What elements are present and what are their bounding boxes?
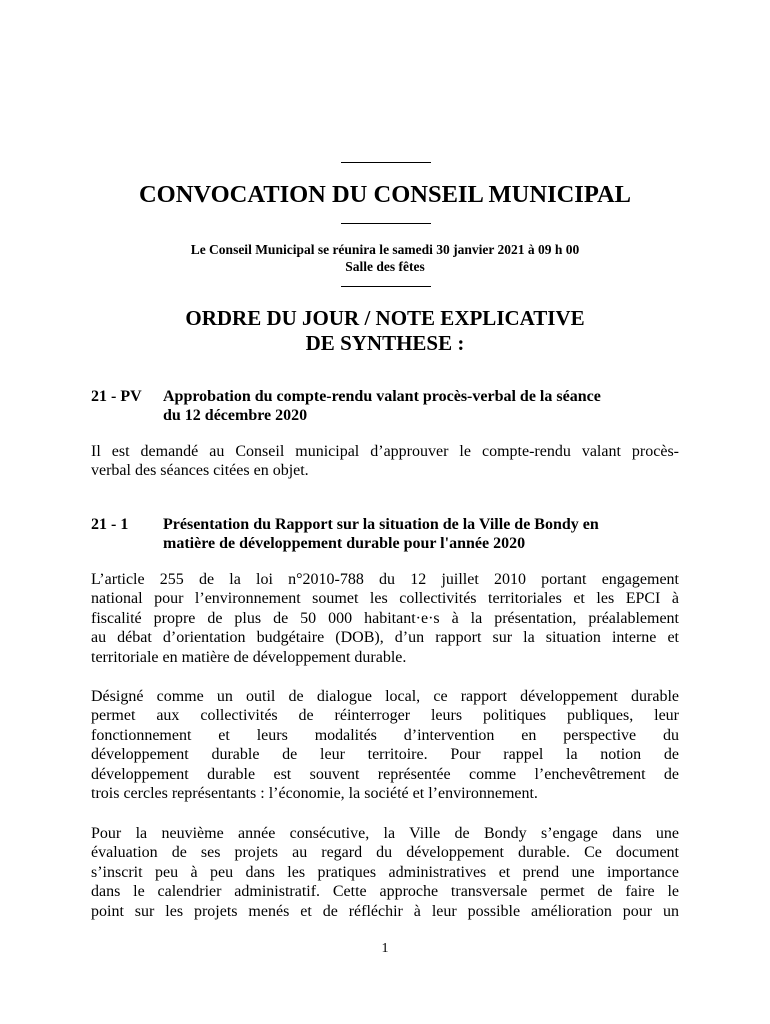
meeting-date-line: Le Conseil Municipal se réunira le samedi 30 janvier 2021 à 09 h 00 bbox=[190, 242, 580, 257]
paragraph-line: Désigné comme un outil de dialogue local, ce rapport développement durable bbox=[91, 688, 679, 705]
paragraph-line: fiscalité propre de plus de 50 000 habitant·e·s à la présentation, préalablement bbox=[91, 609, 679, 627]
agenda-subtitle-line2: DE SYNTHESE : bbox=[305, 331, 465, 355]
page-number: 1 bbox=[381, 941, 389, 956]
top-rule bbox=[341, 162, 431, 163]
paragraph-line: fonctionnement et leurs modalités d’intervention en perspective du bbox=[91, 726, 679, 744]
paragraph-line: évaluation de ses projets au regard du développement durable. Ce document bbox=[91, 844, 679, 862]
item-heading-line: Approbation du compte-rendu valant procès-verbal de la séance bbox=[163, 388, 601, 405]
page-title: CONVOCATION DU CONSEIL MUNICIPAL bbox=[138, 181, 632, 208]
item-paragraph bbox=[91, 687, 679, 803]
item-heading bbox=[163, 387, 683, 426]
item-paragraph bbox=[91, 570, 679, 667]
item-number: 21 - PV bbox=[91, 388, 142, 405]
title-rule bbox=[341, 223, 431, 224]
paragraph-line: développement durable est souvent représentée comme l’enchevêtrement de bbox=[91, 765, 679, 783]
item-paragraph bbox=[91, 824, 679, 921]
paragraph-line: permet aux collectivités de réinterroger leurs politiques publiques, leur bbox=[91, 707, 679, 725]
paragraph-line: trois cercles représentants : l’économie, la société et l’environnement. bbox=[91, 784, 538, 802]
paragraph-line: L’article 255 de la loi n°2010-788 du 12 juillet 2010 portant engagement bbox=[91, 571, 679, 588]
paragraph-line: point sur les projets menés et de réfléchir à leur possible amélioration pour un bbox=[91, 902, 679, 920]
item-heading-line: Présentation du Rapport sur la situation de la Ville de Bondy en bbox=[163, 516, 599, 533]
paragraph-line: développement durable de leur territoire. Pour rappel la notion de bbox=[91, 746, 679, 764]
paragraph-line: au débat d’orientation budgétaire (DOB), d’un rapport sur la situation interne et bbox=[91, 629, 679, 647]
paragraph-line: s’inscrit peu à peu dans les pratiques administratives et prend une importance bbox=[91, 863, 679, 881]
paragraph-line: dans le calendrier administratif. Cette approche transversale permet de faire le bbox=[91, 883, 679, 901]
venue-rule bbox=[341, 286, 431, 287]
paragraph-line: Il est demandé au Conseil municipal d’approuver le compte-rendu valant procès- bbox=[91, 443, 679, 460]
item-heading bbox=[163, 515, 683, 554]
paragraph-line: national pour l’environnement soumet les collectivités territoriales et les EPCI à bbox=[91, 590, 679, 608]
item-paragraph bbox=[91, 442, 679, 481]
meeting-venue: Salle des fêtes bbox=[345, 259, 425, 274]
paragraph-line: territoriale en matière de développement durable. bbox=[91, 648, 407, 666]
paragraph-line: Pour la neuvième année consécutive, la Ville de Bondy s’engage dans une bbox=[91, 825, 679, 842]
paragraph-line: verbal des séances citées en objet. bbox=[91, 462, 309, 480]
item-number: 21 - 1 bbox=[91, 516, 129, 533]
agenda-subtitle-line1: ORDRE DU JOUR / NOTE EXPLICATIVE bbox=[185, 306, 585, 330]
item-heading-line: du 12 décembre 2020 bbox=[163, 407, 308, 425]
item-heading-line: matière de développement durable pour l'année 2020 bbox=[163, 535, 526, 553]
